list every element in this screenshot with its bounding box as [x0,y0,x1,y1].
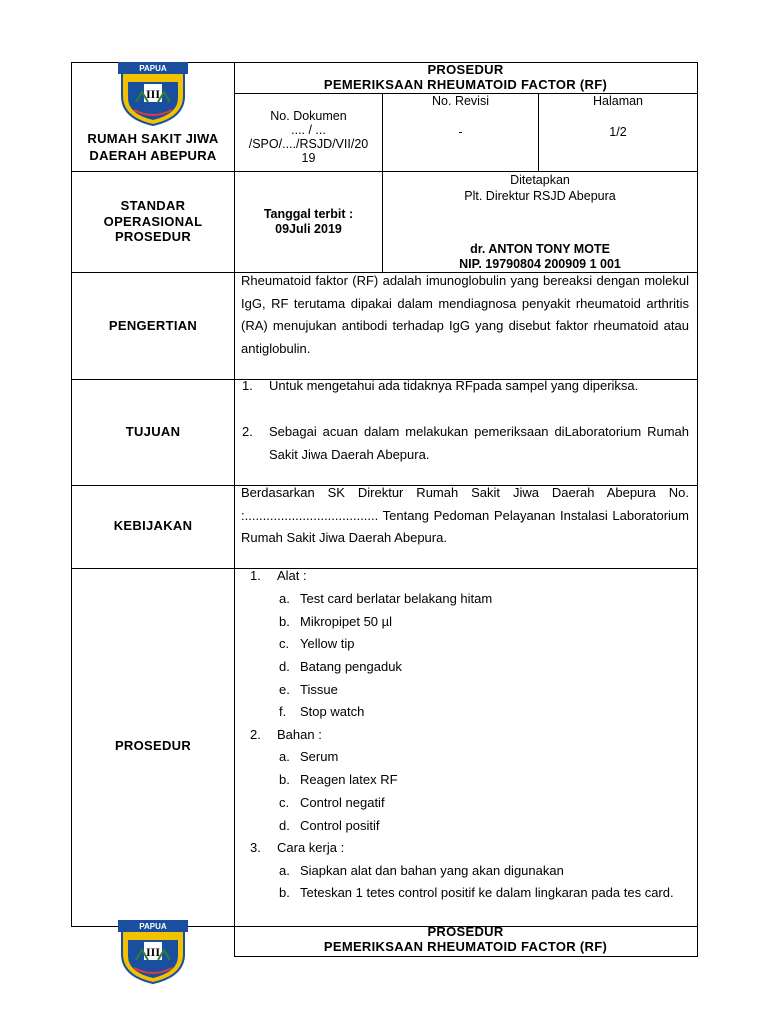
kebijakan-text: Berdasarkan SK Direktur Rumah Sakit Jiwa Daerah Abepura No. :..................................... Tentang Pedoman Pelayanan Instalasi Laboratorium Rumah Sakit Jiwa Daerah Abepura. [241,485,689,546]
revision-label: No. Revisi [432,94,489,108]
pengertian-label: PENGERTIAN [108,318,198,333]
approval-block [383,172,697,204]
alat-title: Alat : [277,568,307,583]
kebijakan-label: KEBIJAKAN [113,518,193,533]
alat-item-letter: a. [279,591,290,606]
alat-item-letter: e. [279,682,290,697]
footer-title-line-1: PROSEDUR [427,924,504,939]
bahan-item-letter: c. [279,795,290,810]
tujuan-item-2-number: 2. [242,424,253,439]
footer-title [234,925,697,954]
document-number-line-3: 19 [301,151,316,165]
document-title-line-2: PEMERIKSAAN RHEUMATOID FACTOR (RF) [323,76,608,92]
director-nip: NIP. 19790804 200909 1 001 [459,257,621,271]
alat-item-letter: f. [279,704,287,719]
cara-kerja-item: Siapkan alat dan bahan yang akan digunakan [300,863,564,878]
issue-date-label: Tanggal terbit : [263,207,354,221]
document-number-label: No. Dokumen [270,109,347,123]
cara-kerja-item-letter: b. [279,885,290,900]
sop-label [72,198,234,245]
alat-item: Stop watch [300,704,365,719]
bahan-title: Bahan : [277,727,322,742]
sop-label-line-3: PROSEDUR [114,229,192,244]
director-name: dr. ANTON TONY MOTE [470,242,610,256]
footer-title-line-2: PEMERIKSAAN RHEUMATOID FACTOR (RF) [323,938,608,954]
document-title-line-1: PROSEDUR [427,62,504,77]
bahan-item-letter: a. [279,749,290,764]
tujuan-label: TUJUAN [125,424,181,439]
document-number-line-1: .... / ... [291,123,326,137]
pengertian-text: Rheumatoid faktor (RF) adalah imunoglobulin yang bereaksi dengan molekul IgG, RF terutama dipakai dalam mendiagnosa penyakit rheumatoid arthritis (RA) menujukan antibodi terhadap IgG yang disebut faktor rheumatoid atau antiglobulin. [241,273,689,357]
alat-item: Mikropipet 50 µl [300,614,393,629]
approval-title: Plt. Direktur RSJD Abepura [464,189,616,203]
tujuan-item-1: Untuk mengetahui ada tidaknya RFpada sampel yang diperiksa. [269,378,639,393]
tujuan-item-2: Sebagai acuan dalam melakukan pemeriksaan diLaboratorium Rumah Sakit Jiwa Daerah Abepura. [269,424,689,462]
revision-value: - [458,125,463,139]
director-signature [383,242,697,272]
bahan-item: Control negatif [300,795,385,810]
page-value: 1/2 [609,125,627,139]
issue-date [235,207,382,237]
alat-number: 1. [250,568,261,583]
sop-label-line-2: OPERASIONAL [103,213,203,229]
svg-text:III: III [145,87,161,101]
alat-item: Batang pengaduk [300,659,402,674]
approval-label: Ditetapkan [510,173,570,187]
hospital-logo-repeat [114,920,192,984]
prosedur-label: PROSEDUR [114,738,192,753]
tujuan-item-1-number: 1. [242,378,253,393]
alat-item: Test card berlatar belakang hitam [300,591,493,606]
bahan-item-letter: d. [279,818,290,833]
alat-item: Yellow tip [300,636,355,651]
document-number [235,109,382,165]
document-number-line-2: /SPO/..../RSJD/VII/20 [248,137,369,151]
document-title [234,63,697,92]
bahan-item-letter: b. [279,772,290,787]
svg-text:PAPUA: PAPUA [139,922,167,931]
alat-item-letter: d. [279,659,290,674]
cara-kerja-title: Cara kerja : [277,840,345,855]
cara-kerja-item: Teteskan 1 tetes control positif ke dalam lingkaran pada tes card. [300,885,674,900]
hospital-name-line-2: DAERAH ABEPURA [89,148,217,163]
alat-item-letter: b. [279,614,290,629]
svg-text:PAPUA: PAPUA [139,64,167,73]
hospital-logo [114,62,192,126]
bahan-item: Control positif [300,818,380,833]
hospital-name [72,130,234,164]
cara-kerja-number: 3. [250,840,261,855]
issue-date-value: 09Juli 2019 [275,222,342,236]
sop-label-line-1: STANDAR [120,198,186,213]
hospital-name-line-1: RUMAH SAKIT JIWA [87,131,219,146]
page-label: Halaman [592,94,644,108]
svg-text:III: III [145,945,161,959]
alat-item-letter: c. [279,636,290,651]
bahan-number: 2. [250,727,261,742]
alat-item: Tissue [300,682,338,697]
cara-kerja-item-letter: a. [279,863,290,878]
bahan-item: Serum [300,749,339,764]
bahan-item: Reagen latex RF [300,772,398,787]
